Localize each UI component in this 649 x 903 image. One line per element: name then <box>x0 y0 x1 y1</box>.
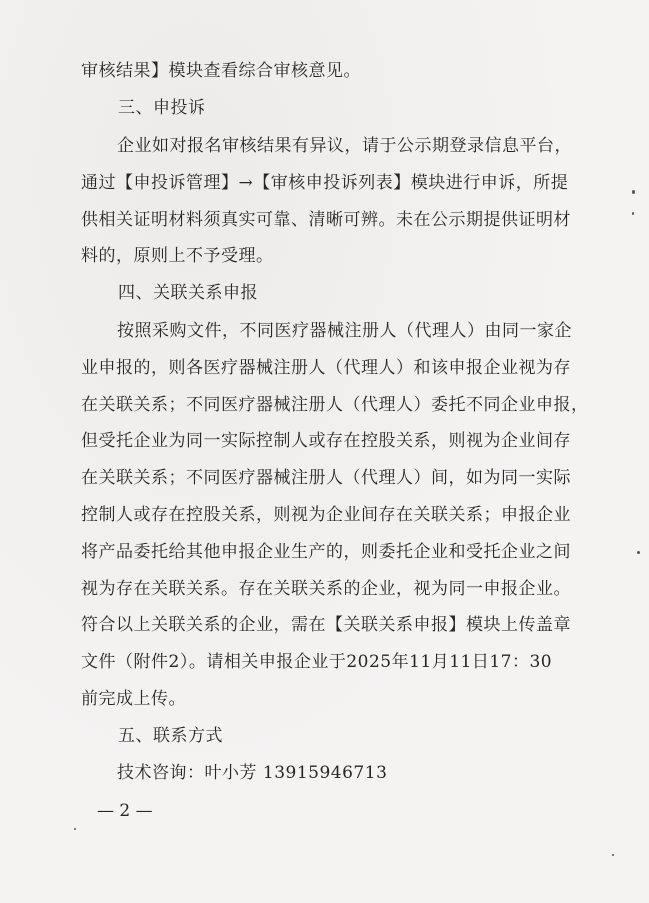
section-heading-related-party: 四、关联关系申报 <box>118 283 258 303</box>
section-heading-contact: 五、联系方式 <box>118 726 223 746</box>
body-line-12: 在关联关系；不同医疗器械注册人（代理人）间，如为同一实际 <box>81 468 571 488</box>
scan-speck <box>632 190 635 194</box>
scan-speck <box>632 212 634 215</box>
body-line-8: 按照采购文件，不同医疗器械注册人（代理人）由同一家企 <box>117 321 572 341</box>
body-line-11: 但受托企业为同一实际控制人或存在控股关系，则视为企业间存 <box>81 431 571 451</box>
body-line-6: 料的，原则上不予受理。 <box>81 246 274 266</box>
scan-speck <box>612 854 614 856</box>
page-number: — 2 — <box>97 801 153 821</box>
section-heading-complaint: 三、申投诉 <box>118 98 206 118</box>
contact-technical: 技术咨询：叶小芳 13915946713 <box>117 763 388 783</box>
body-line-4: 通过【申投诉管理】→【审核申投诉列表】模块进行申诉，所提 <box>81 173 569 193</box>
body-line-14: 将产品委托给其他申报企业生产的，则委托企业和受托企业之间 <box>81 542 571 562</box>
body-line-18: 前完成上传。 <box>81 689 186 709</box>
body-line-16: 符合以上关联关系的企业，需在【关联关系申报】模块上传盖章 <box>81 615 571 635</box>
body-line-9: 业申报的，则各医疗器械注册人（代理人）和该申报企业视为存 <box>81 358 571 378</box>
body-line-5: 供相关证明材料须真实可靠、清晰可辨。未在公示期提供证明材 <box>81 210 571 230</box>
body-line-10: 在关联关系；不同医疗器械注册人（代理人）委托不同企业申报， <box>81 395 589 415</box>
body-line-17: 文件（附件2）。请相关申报企业于2025年11月11日17：30 <box>81 652 553 672</box>
body-line-13: 控制人或存在控股关系，则视为企业间存在关联关系；申报企业 <box>81 505 571 525</box>
body-line-1: 审核结果】模块查看综合审核意见。 <box>81 61 361 81</box>
scan-speck <box>637 551 640 554</box>
body-line-3: 企业如对报名审核结果有异议，请于公示期登录信息平台， <box>117 136 572 156</box>
scan-speck <box>74 828 76 830</box>
body-line-15: 视为存在关联关系。存在关联关系的企业，视为同一申报企业。 <box>81 579 571 599</box>
